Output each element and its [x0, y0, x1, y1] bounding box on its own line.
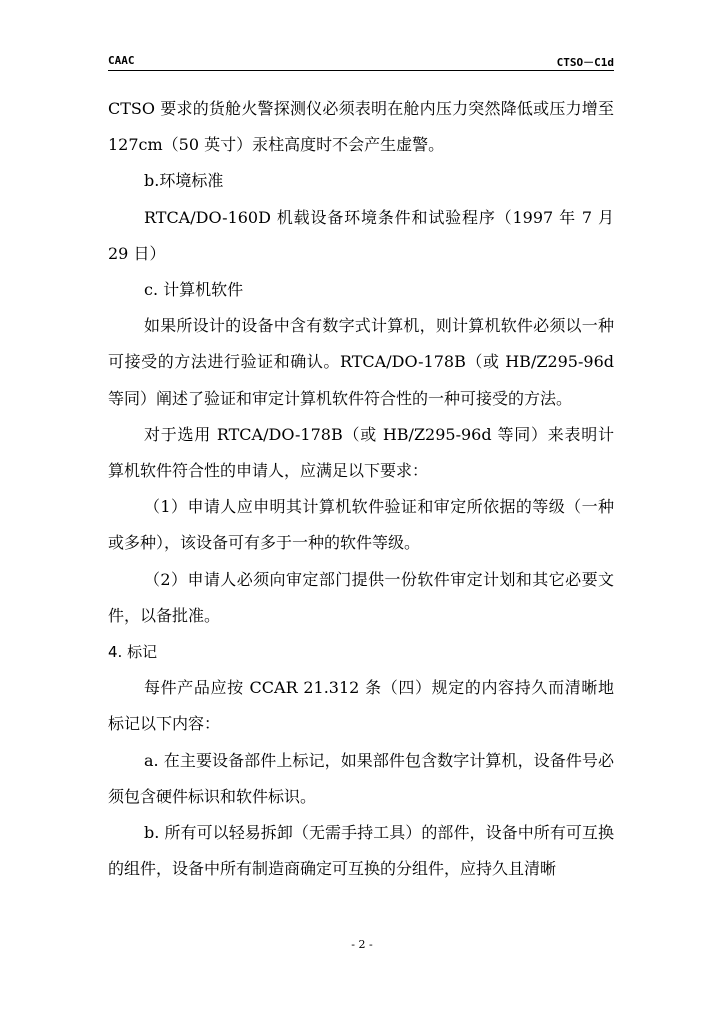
paragraph-false-alarm: CTSO 要求的货舱火警探测仪必须表明在舱内压力突然降低或压力增至 127cm（50 英寸）汞柱高度时不会产生虚警。 [108, 99, 614, 155]
header-left-caac: CAAC [108, 54, 135, 67]
paragraph-environment-standard: RTCA/DO-160D 机载设备环境条件和试验程序（1997 年 7 月 29 日） [108, 207, 614, 263]
paragraph-marking-intro: 每件产品应按 CCAR 21.312 条（四）规定的内容持久而清晰地标记以下内容： [108, 678, 614, 734]
page-number: - 2 - [351, 938, 373, 951]
header-right-ctso: CTSO－C1d [556, 56, 614, 69]
list-item-2: （2）申请人必须向审定部门提供一份软件审定计划和其它必要文件，以备批准。 [108, 569, 614, 625]
paragraph-marking-b: b. 所有可以轻易拆卸（无需手持工具）的部件，设备中所有可互换的组件，设备中所有制造商确定可互换的分组件，应持久且清晰 [108, 823, 614, 879]
paragraph-software-verification: 如果所设计的设备中含有数字式计算机，则计算机软件必须以一种可接受的方法进行验证和确认。RTCA/DO-178B（或 HB/Z295-96d 等同）阐述了验证和审定计算机软件符合性的一种可接受的方法。 [108, 316, 614, 408]
list-item-1: （1）申请人应申明其计算机软件验证和审定所依据的等级（一种或多种），该设备可有多于一种的软件等级。 [108, 497, 614, 553]
paragraph-marking-a: a. 在主要设备部件上标记，如果部件包含数字计算机，设备件号必须包含硬件标识和软件标识。 [108, 750, 614, 806]
page-header [108, 52, 614, 70]
section-c-heading: c. 计算机软件 [144, 280, 244, 300]
document-body [108, 91, 614, 887]
section-4-heading: 4. 标记 [108, 643, 158, 662]
header-divider [108, 70, 614, 71]
section-b-heading: b.环境标准 [144, 171, 224, 191]
paragraph-applicant-requirements: 对于选用 RTCA/DO-178B（或 HB/Z295-96d 等同）来表明计算机软件符合性的申请人，应满足以下要求： [108, 424, 614, 481]
